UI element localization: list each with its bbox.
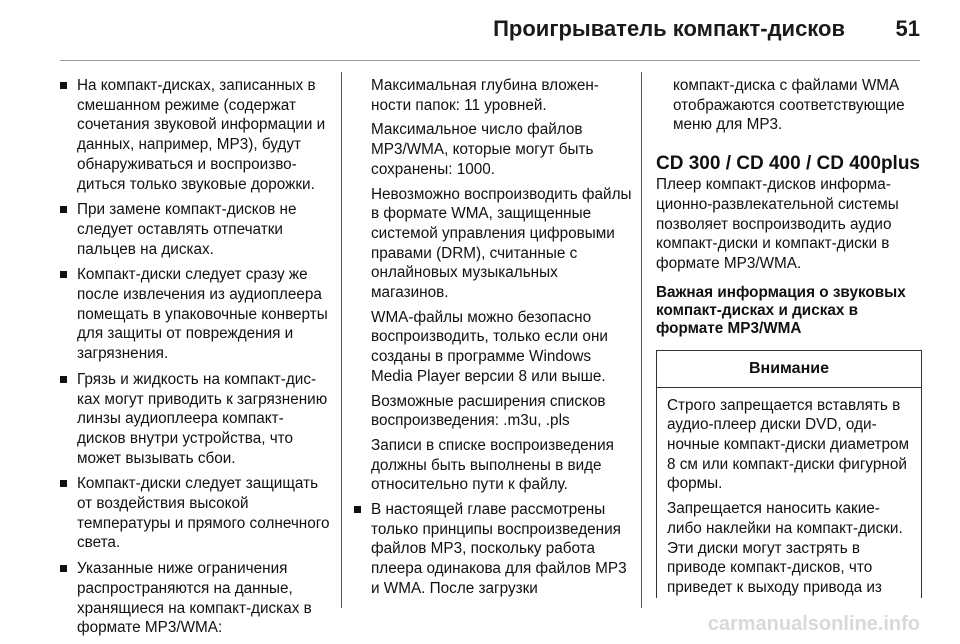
warning-title: Внимание (657, 351, 921, 388)
warning-paragraph: Строго запрещается вставлять в аудио-плеер диски DVD, одиночные компакт-диски диаметром 8 см или компакт-диски фигурной формы. (667, 396, 910, 493)
page-header (0, 0, 960, 60)
column-2 (371, 76, 633, 605)
bullet-list (60, 76, 332, 638)
list-item: Грязь и жидкость на компакт-дисках могут приводить к загрязнению линзы аудиоплеера компакт-дисков внутри устройства, что может вызывать сбои. (60, 370, 332, 469)
list-item: Указанные ниже ограничения распространяются на данные, хранящиеся на компакт-дисках в формате MP3/WMA: (60, 559, 332, 638)
warning-paragraph: Запрещается наносить какие-либо наклейки на компакт-диски. Эти диски могут застрять в приводе компакт-дисков, что приведет к выходу привода из (667, 500, 903, 596)
bullet-list (354, 500, 633, 599)
continuation-paragraph: компакт-диска с файлами WMA отображаются соответствующие меню для MP3. (673, 77, 905, 134)
paragraph: Невозможно воспроизводить файлы в формате WMA, защищенные системой управления цифровыми правами (DRM), считанные с онлайновых музыкальных магазинов. (371, 185, 632, 302)
column-1 (60, 76, 332, 644)
header-divider (60, 60, 920, 61)
list-item: Компакт-диски следует сразу же после извлечения из аудиоплеера помещать в упаковочные конверты для защиты от повреждения и загрязнения. (60, 265, 332, 364)
list-item: При замене компакт-дисков не следует оставлять отпечатки пальцев на дисках. (60, 200, 332, 259)
column-divider-2 (641, 72, 642, 608)
warning-box (656, 350, 922, 598)
column-divider-1 (341, 72, 342, 608)
paragraph: Возможные расширения списков воспроизведения: .m3u, .pls (371, 392, 606, 430)
watermark: carmanualsonline.info (707, 613, 920, 635)
paragraph: Записи в списке воспроизведения должны быть выполнены в виде относительно пути к файлу. (371, 436, 614, 494)
subsection-heading: Важная информация о звуковых компакт-дисках и дисках в формате MP3/WMA (656, 283, 906, 337)
paragraph: WMA-файлы можно безопасно воспроизводить, только если они созданы в программе Windows Media Player версии 8 или выше. (371, 308, 608, 385)
list-item: Компакт-диски следует защищать от воздействия высокой температуры и прямого солнечного света. (60, 474, 332, 553)
paragraph: Максимальное число файлов MP3/WMA, которые могут быть сохранены: 1000. (371, 121, 594, 178)
list-item: В настоящей главе рассмотрены только принципы воспроизведения файлов MP3, поскольку работа плеера одинакова для файлов MP3 и WMA. После загрузки (354, 500, 633, 599)
section-paragraph: Плеер компакт-дисков информационно-развлекательной системы позволяет воспроизводить аудио компакт-диски и компакт-диски в формате MP3/WMA. (656, 176, 899, 272)
column-3 (656, 76, 922, 603)
paragraph: Максимальная глубина вложенности папок: 11 уровней. (371, 77, 599, 114)
page-number: 51 (895, 16, 920, 41)
list-item: На компакт-дисках, записанных в смешанном режиме (содержат сочетания звуковой информации и данных, например, MP3), будут обнаруживаться и воспроизводиться только звуковые дорожки. (60, 76, 332, 194)
warning-body (657, 388, 921, 598)
section-heading: CD 300 / CD 400 / CD 400plus (656, 153, 920, 175)
page-title: Проигрыватель компакт-дисков (493, 16, 845, 41)
